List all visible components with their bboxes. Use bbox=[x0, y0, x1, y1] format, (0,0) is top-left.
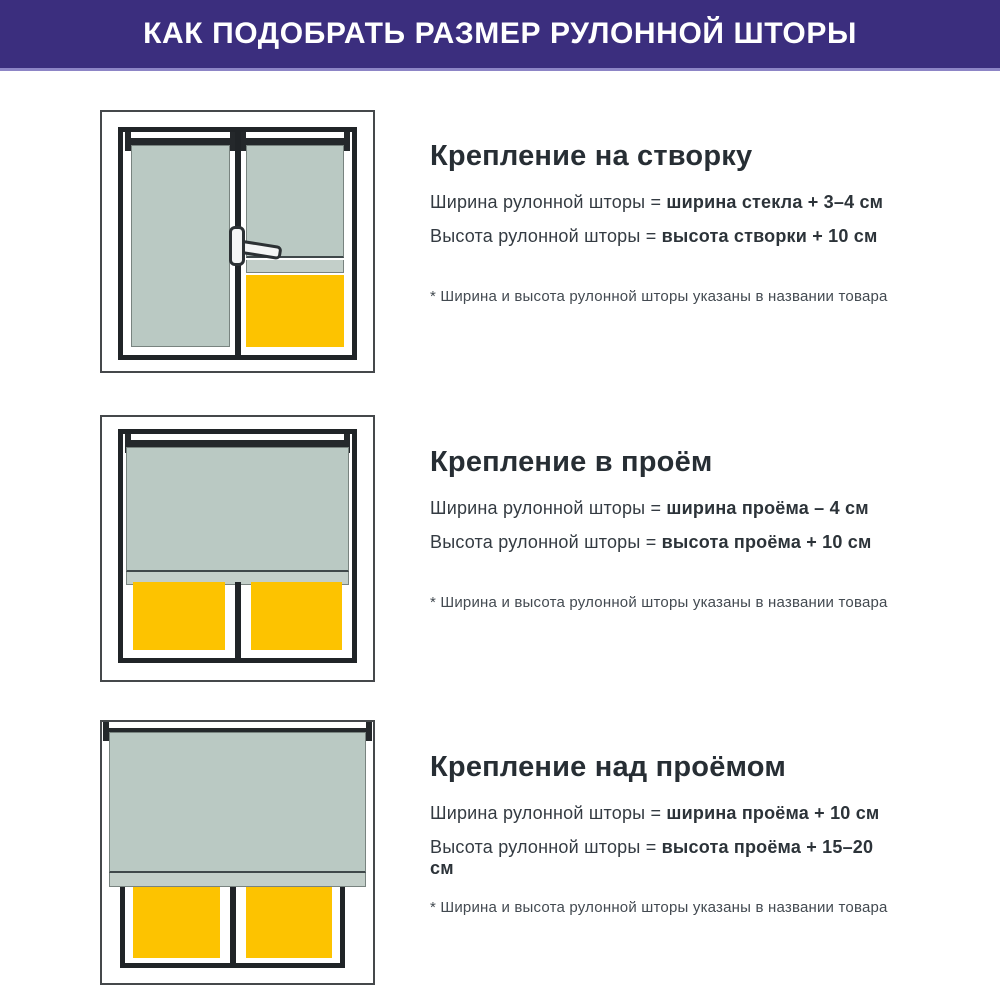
window-frame bbox=[118, 127, 357, 360]
formula-label: Высота рулонной шторы = bbox=[430, 226, 662, 246]
window-mullion bbox=[230, 887, 236, 963]
section-heading: Крепление в проём bbox=[430, 446, 713, 478]
diagram-blind-above-opening bbox=[100, 720, 375, 985]
roller-bar-icon bbox=[128, 440, 347, 447]
formula-value: ширина проёма + 10 см bbox=[666, 803, 880, 823]
roller-blind-half-open bbox=[126, 447, 349, 572]
diagram-blind-in-opening bbox=[100, 415, 375, 682]
section-in-opening bbox=[430, 446, 900, 621]
roller-blind-half-open bbox=[109, 732, 366, 873]
window-sash-left bbox=[123, 132, 238, 355]
formula-label: Высота рулонной шторы = bbox=[430, 837, 662, 857]
formula-label: Высота рулонной шторы = bbox=[430, 532, 662, 552]
roller-blind-closed bbox=[131, 145, 230, 347]
blind-bottom-bar bbox=[246, 260, 345, 273]
height-formula bbox=[430, 226, 877, 247]
footnote: * Ширина и высота рулонной шторы указаны в названии товара bbox=[430, 594, 888, 611]
window-glass-right bbox=[246, 887, 333, 958]
window-glass-left bbox=[133, 887, 220, 958]
diagram-blind-on-sash bbox=[100, 110, 375, 373]
window-glass-left bbox=[133, 582, 225, 650]
height-formula bbox=[430, 837, 900, 879]
window-frame bbox=[118, 429, 357, 663]
roller-bar-icon bbox=[243, 138, 348, 145]
blind-bottom-bar bbox=[109, 873, 366, 887]
width-formula bbox=[430, 498, 869, 519]
section-on-sash bbox=[430, 140, 900, 315]
formula-label: Ширина рулонной шторы = bbox=[430, 803, 667, 823]
formula-value: ширина проёма – 4 см bbox=[666, 498, 869, 518]
formula-value: ширина стекла + 3–4 см bbox=[666, 192, 884, 212]
footnote: * Ширина и высота рулонной шторы указаны в названии товара bbox=[430, 288, 888, 305]
height-formula bbox=[430, 532, 872, 553]
window-handle-icon bbox=[229, 226, 245, 266]
formula-label: Ширина рулонной шторы = bbox=[430, 192, 667, 212]
section-heading: Крепление на створку bbox=[430, 140, 753, 172]
roller-bar-icon bbox=[128, 138, 233, 145]
section-above-opening bbox=[430, 751, 900, 926]
formula-value: высота проёма + 10 см bbox=[661, 532, 872, 552]
width-formula bbox=[430, 192, 883, 213]
formula-label: Ширина рулонной шторы = bbox=[430, 498, 667, 518]
page-title: КАК ПОДОБРАТЬ РАЗМЕР РУЛОННОЙ ШТОРЫ bbox=[143, 17, 857, 50]
footnote: * Ширина и высота рулонной шторы указаны в названии товара bbox=[430, 899, 888, 916]
header-banner bbox=[0, 0, 1000, 71]
formula-value: высота створки + 10 см bbox=[661, 226, 878, 246]
section-heading: Крепление над проёмом bbox=[430, 751, 786, 783]
width-formula bbox=[430, 803, 879, 824]
window-glass-right bbox=[251, 582, 343, 650]
window-glass bbox=[246, 275, 345, 347]
window-mullion bbox=[235, 582, 241, 658]
roller-blind-half-open bbox=[246, 145, 345, 258]
formula-value: высота проёма + 15–20 см bbox=[430, 837, 874, 878]
